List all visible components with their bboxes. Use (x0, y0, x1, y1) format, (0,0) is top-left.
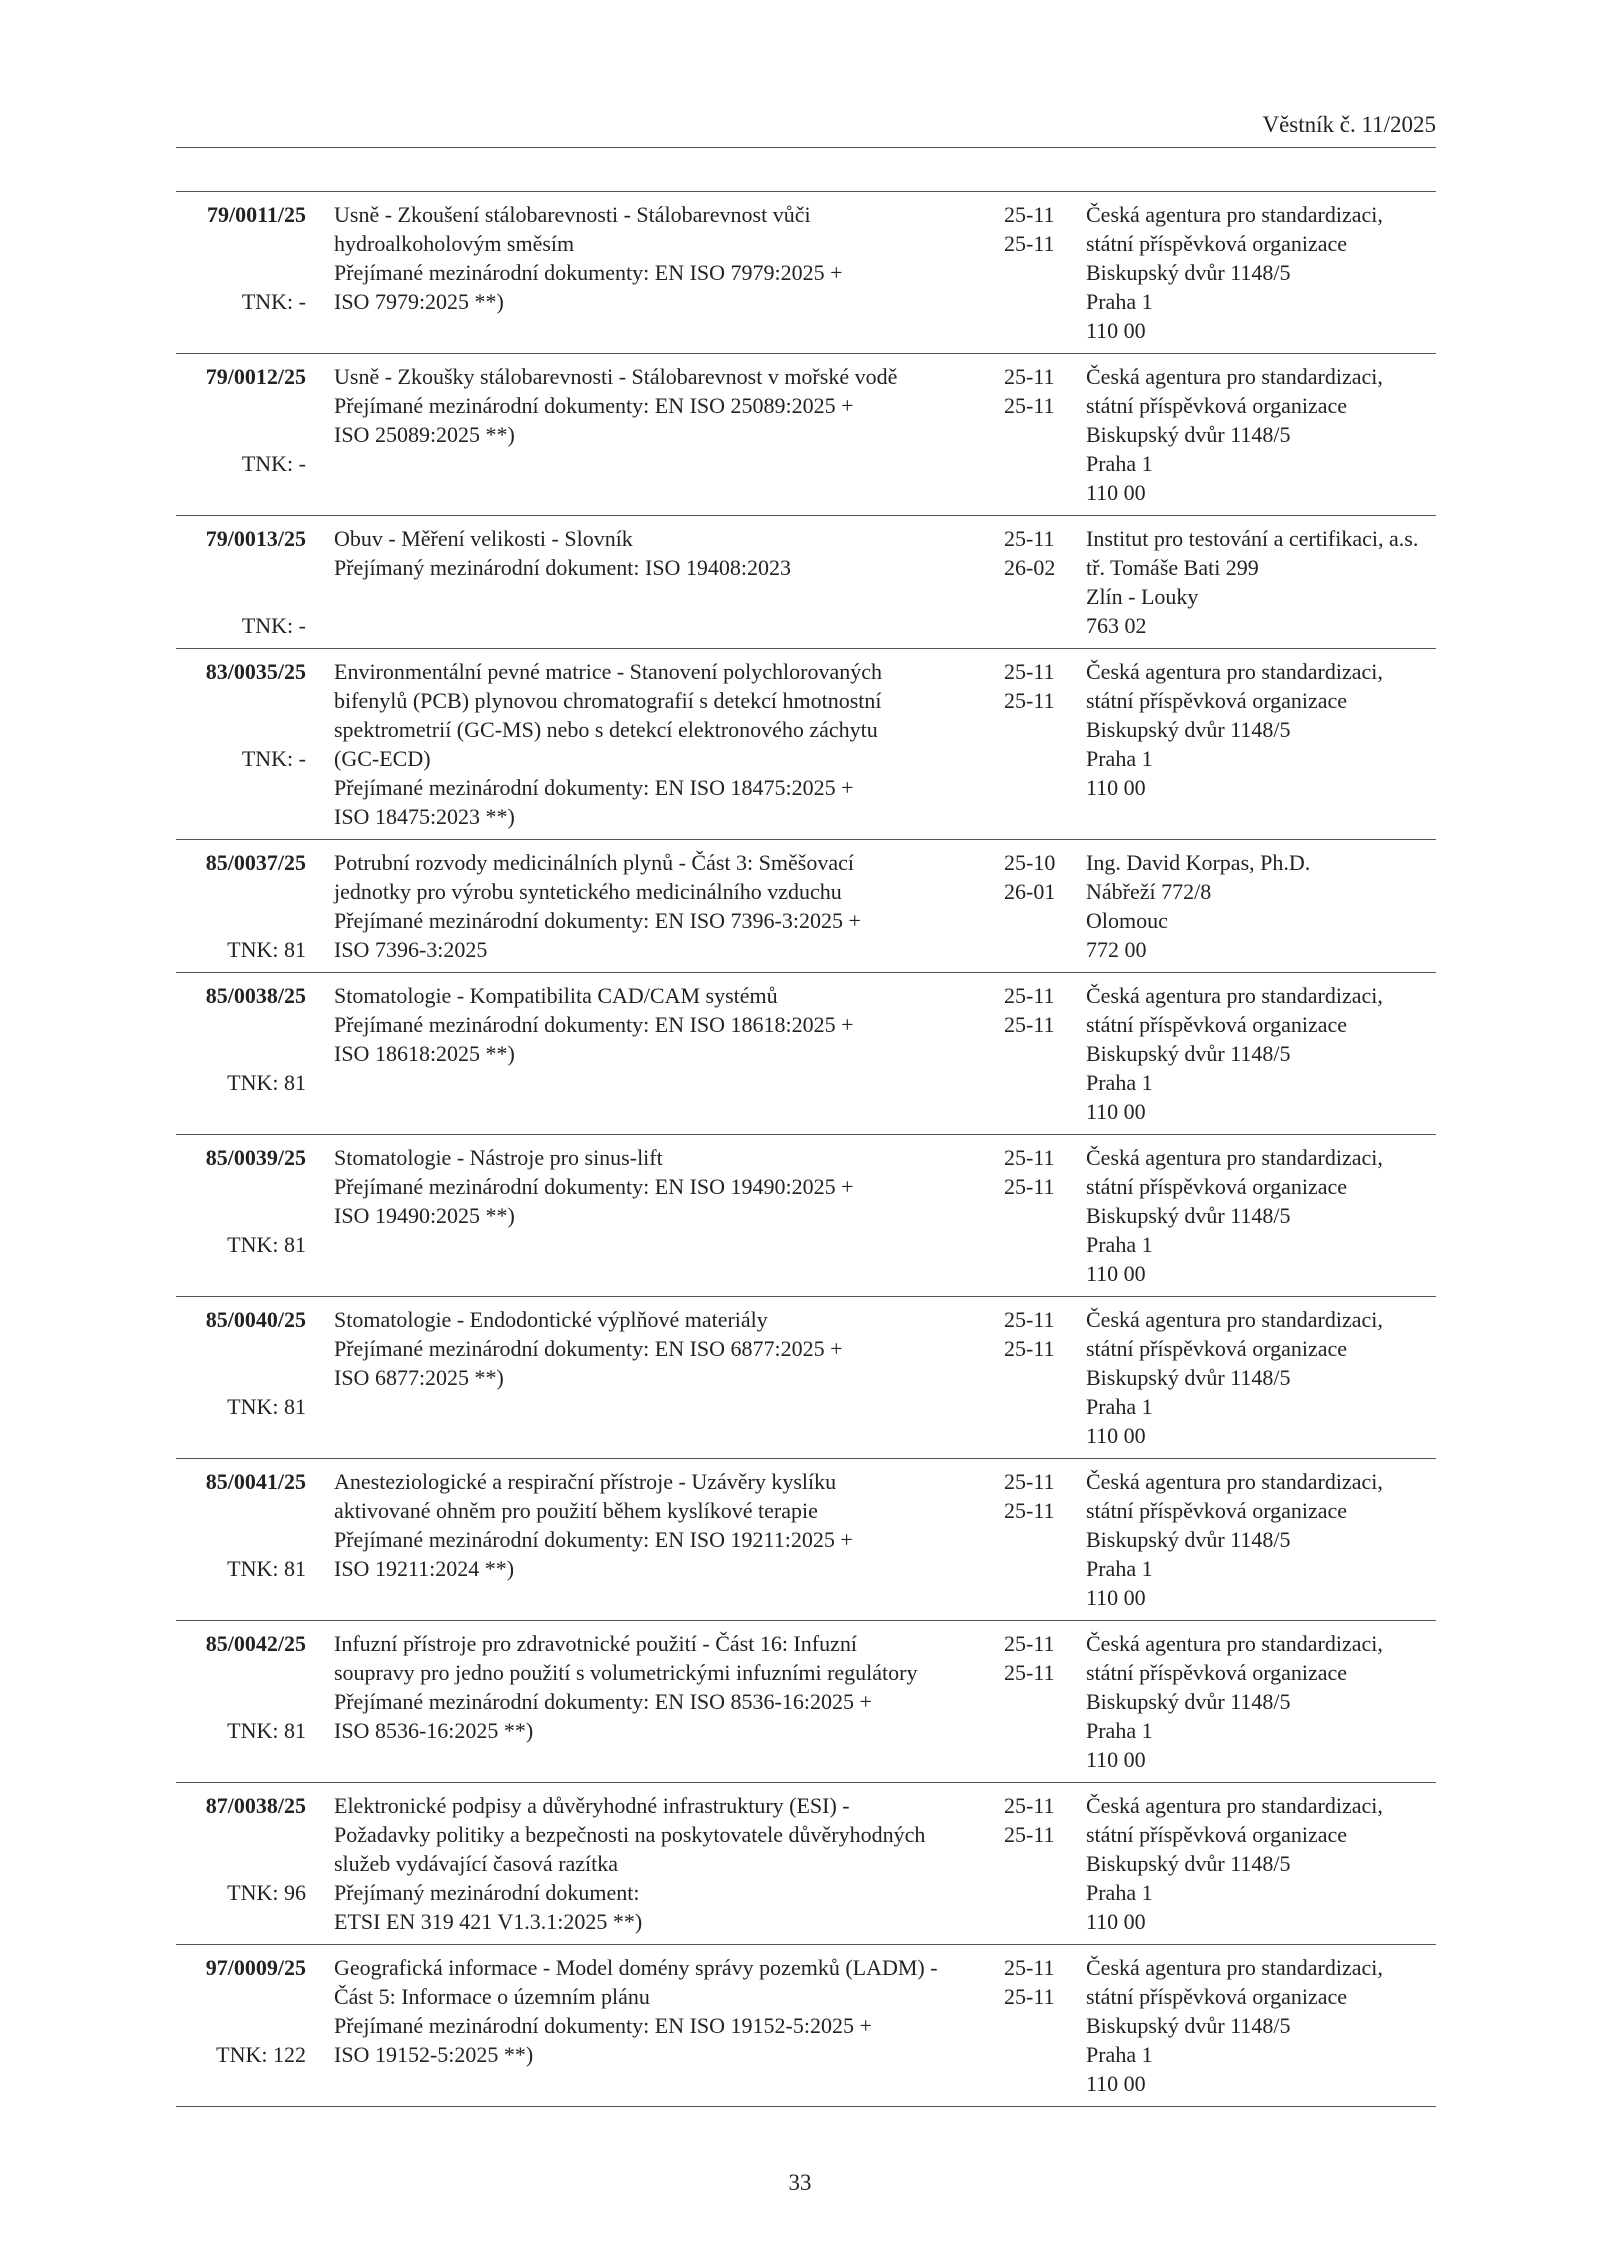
address-line: Praha 1 (1086, 1880, 1153, 1905)
dates-cell (1004, 657, 1086, 831)
description-line: Přejímané mezinárodní dokumenty: EN ISO 7979:2025 + (334, 260, 843, 285)
tnk-label: TNK: 81 (227, 937, 306, 962)
row-id-cell (176, 1629, 306, 1774)
date-line: 25-11 (1004, 1012, 1055, 1037)
address-line: Nábřeží 772/8 (1086, 879, 1212, 904)
address-line: Praha 1 (1086, 746, 1153, 771)
address-cell (1086, 981, 1436, 1126)
address-line: 110 00 (1086, 1099, 1146, 1124)
tnk-label: TNK: 96 (227, 1880, 306, 1905)
address-line: Praha 1 (1086, 1394, 1153, 1419)
dates-cell (1004, 981, 1086, 1126)
description-line: ISO 6877:2025 **) (334, 1365, 504, 1390)
description-line: Elektronické podpisy a důvěryhodné infrastruktury (ESI) - (334, 1793, 850, 1818)
date-line: 25-11 (1004, 1793, 1055, 1818)
address-cell (1086, 1467, 1436, 1612)
description-line: ISO 19490:2025 **) (334, 1203, 515, 1228)
address-line: státní příspěvková organizace (1086, 1336, 1348, 1361)
address-line: tř. Tomáše Bati 299 (1086, 555, 1259, 580)
date-line: 25-10 (1004, 850, 1056, 875)
tnk-label: TNK: 81 (227, 1556, 306, 1581)
address-line: Česká agentura pro standardizaci, (1086, 202, 1383, 227)
address-line: Česká agentura pro standardizaci, (1086, 1145, 1383, 1170)
address-line: státní příspěvková organizace (1086, 1660, 1348, 1685)
description-line: Anesteziologické a respirační přístroje - Uzávěry kyslíku (334, 1469, 837, 1494)
tnk-label: TNK: - (241, 289, 306, 314)
address-line: Biskupský dvůr 1148/5 (1086, 717, 1291, 742)
header-rule (176, 147, 1436, 148)
description-cell (334, 1629, 1004, 1774)
address-line: státní příspěvková organizace (1086, 1012, 1348, 1037)
description-line: Usně - Zkoušky stálobarevnosti - Stálobarevnost v mořské vodě (334, 364, 898, 389)
description-line: Stomatologie - Kompatibilita CAD/CAM systémů (334, 983, 778, 1008)
address-cell (1086, 1629, 1436, 1774)
description-line: ISO 19211:2024 **) (334, 1556, 515, 1581)
page-number: 33 (788, 2170, 812, 2195)
description-line: Přejímaný mezinárodní dokument: ISO 19408:2023 (334, 555, 792, 580)
date-line: 25-11 (1004, 231, 1055, 256)
address-line: státní příspěvková organizace (1086, 688, 1348, 713)
tnk-label: TNK: 81 (227, 1718, 306, 1743)
address-line: státní příspěvková organizace (1086, 393, 1348, 418)
description-line: ISO 18475:2023 **) (334, 804, 515, 829)
date-line: 25-11 (1004, 1955, 1055, 1980)
row-id-cell (176, 524, 306, 640)
table-row (176, 1621, 1436, 1783)
description-cell (334, 1143, 1004, 1288)
date-line: 25-11 (1004, 526, 1055, 551)
address-line: Česká agentura pro standardizaci, (1086, 1793, 1383, 1818)
description-line: ISO 7396-3:2025 (334, 937, 488, 962)
description-line: spektrometrií (GC-MS) nebo s detekcí elektronového záchytu (334, 717, 878, 742)
address-line: 110 00 (1086, 1909, 1146, 1934)
date-line: 25-11 (1004, 1984, 1055, 2009)
description-cell (334, 657, 1004, 831)
description-line: ISO 7979:2025 **) (334, 289, 504, 314)
description-line: Potrubní rozvody medicinálních plynů - Část 3: Směšovací (334, 850, 854, 875)
description-line: ETSI EN 319 421 V1.3.1:2025 **) (334, 1909, 643, 1934)
address-cell (1086, 524, 1436, 640)
address-line: 110 00 (1086, 2071, 1146, 2096)
description-line: Geografická informace - Model domény správy pozemků (LADM) - (334, 1955, 938, 1980)
description-line: služeb vydávající časová razítka (334, 1851, 619, 1876)
address-line: Praha 1 (1086, 289, 1153, 314)
description-line: Infuzní přístroje pro zdravotnické použití - Část 16: Infuzní (334, 1631, 857, 1656)
address-line: Biskupský dvůr 1148/5 (1086, 1851, 1291, 1876)
address-cell (1086, 362, 1436, 507)
date-line: 26-02 (1004, 555, 1056, 580)
address-line: státní příspěvková organizace (1086, 1822, 1348, 1847)
address-line: Institut pro testování a certifikaci, a.s. (1086, 526, 1419, 551)
standard-number: 83/0035/25 (205, 659, 306, 684)
description-cell (334, 362, 1004, 507)
address-line: Biskupský dvůr 1148/5 (1086, 260, 1291, 285)
dates-cell (1004, 1305, 1086, 1450)
description-line: Přejímané mezinárodní dokumenty: EN ISO 18475:2025 + (334, 775, 854, 800)
date-line: 25-11 (1004, 1469, 1055, 1494)
description-line: Část 5: Informace o územním plánu (334, 1984, 650, 2009)
address-line: 110 00 (1086, 318, 1146, 343)
address-line: 772 00 (1086, 937, 1147, 962)
description-line: Stomatologie - Endodontické výplňové materiály (334, 1307, 768, 1332)
address-line: Česká agentura pro standardizaci, (1086, 1955, 1383, 1980)
description-cell (334, 524, 1004, 640)
tnk-label: TNK: 81 (227, 1232, 306, 1257)
address-line: 110 00 (1086, 1261, 1146, 1286)
standard-number: 85/0037/25 (205, 850, 306, 875)
standard-number: 79/0013/25 (205, 526, 306, 551)
address-line: Praha 1 (1086, 2042, 1153, 2067)
row-id-cell (176, 1791, 306, 1936)
address-line: Praha 1 (1086, 1232, 1153, 1257)
address-cell (1086, 1305, 1436, 1450)
address-line: státní příspěvková organizace (1086, 1498, 1348, 1523)
table-row (176, 1945, 1436, 2107)
description-line: Environmentální pevné matrice - Stanovení polychlorovaných (334, 659, 883, 684)
description-line: Přejímané mezinárodní dokumenty: EN ISO 6877:2025 + (334, 1336, 843, 1361)
address-cell (1086, 657, 1436, 831)
row-id-cell (176, 657, 306, 831)
row-id-cell (176, 362, 306, 507)
tnk-label: TNK: - (241, 613, 306, 638)
address-line: státní příspěvková organizace (1086, 231, 1348, 256)
description-line: ISO 19152-5:2025 **) (334, 2042, 534, 2067)
address-line: státní příspěvková organizace (1086, 1984, 1348, 2009)
address-line: 110 00 (1086, 480, 1146, 505)
description-line: Přejímané mezinárodní dokumenty: EN ISO 7396-3:2025 + (334, 908, 861, 933)
address-line: Česká agentura pro standardizaci, (1086, 659, 1383, 684)
description-line: ISO 25089:2025 **) (334, 422, 515, 447)
description-line: Obuv - Měření velikosti - Slovník (334, 526, 633, 551)
dates-cell (1004, 362, 1086, 507)
tnk-label: TNK: 81 (227, 1070, 306, 1095)
dates-cell (1004, 848, 1086, 964)
address-line: Praha 1 (1086, 1718, 1153, 1743)
address-line: Praha 1 (1086, 1070, 1153, 1095)
date-line: 25-11 (1004, 1822, 1055, 1847)
date-line: 25-11 (1004, 659, 1055, 684)
description-line: ISO 8536-16:2025 **) (334, 1718, 534, 1743)
description-line: aktivované ohněm pro použití během kyslíkové terapie (334, 1498, 818, 1523)
address-line: Olomouc (1086, 908, 1168, 933)
standard-number: 79/0011/25 (206, 202, 306, 227)
date-line: 25-11 (1004, 1498, 1055, 1523)
date-line: 25-11 (1004, 364, 1055, 389)
table-row (176, 1297, 1436, 1459)
address-cell (1086, 1143, 1436, 1288)
table-row (176, 516, 1436, 649)
tnk-label: TNK: - (241, 746, 306, 771)
tnk-label: TNK: 81 (227, 1394, 306, 1419)
address-cell (1086, 1791, 1436, 1936)
row-id-cell (176, 1953, 306, 2098)
address-line: 110 00 (1086, 775, 1146, 800)
address-line: Biskupský dvůr 1148/5 (1086, 1203, 1291, 1228)
description-cell (334, 1467, 1004, 1612)
address-line: Biskupský dvůr 1148/5 (1086, 1041, 1291, 1066)
description-line: hydroalkoholovým směsím (334, 231, 575, 256)
description-line: Přejímané mezinárodní dokumenty: EN ISO 8536-16:2025 + (334, 1689, 872, 1714)
date-line: 25-11 (1004, 1174, 1055, 1199)
address-line: 763 02 (1086, 613, 1147, 638)
date-line: 25-11 (1004, 202, 1055, 227)
description-line: (GC-ECD) (334, 746, 431, 771)
table-row (176, 649, 1436, 840)
standard-number: 85/0040/25 (205, 1307, 306, 1332)
table-row (176, 1135, 1436, 1297)
dates-cell (1004, 200, 1086, 345)
row-id-cell (176, 200, 306, 345)
standard-number: 85/0041/25 (205, 1469, 306, 1494)
dates-cell (1004, 1629, 1086, 1774)
table-row (176, 840, 1436, 973)
date-line: 25-11 (1004, 1307, 1055, 1332)
address-line: Biskupský dvůr 1148/5 (1086, 422, 1291, 447)
table-row (176, 973, 1436, 1135)
address-cell (1086, 200, 1436, 345)
address-line: Praha 1 (1086, 451, 1153, 476)
table-row (176, 354, 1436, 516)
address-line: 110 00 (1086, 1747, 1146, 1772)
description-line: bifenylů (PCB) plynovou chromatografií s detekcí hmotnostní (334, 688, 882, 713)
address-line: Biskupský dvůr 1148/5 (1086, 1365, 1291, 1390)
description-cell (334, 1305, 1004, 1450)
address-line: Zlín - Louky (1086, 584, 1199, 609)
address-cell (1086, 1953, 1436, 2098)
dates-cell (1004, 524, 1086, 640)
standards-table (176, 191, 1436, 2107)
table-row (176, 192, 1436, 354)
row-id-cell (176, 1305, 306, 1450)
description-line: Přejímané mezinárodní dokumenty: EN ISO 25089:2025 + (334, 393, 854, 418)
address-line: Biskupský dvůr 1148/5 (1086, 1527, 1291, 1552)
description-cell (334, 1791, 1004, 1936)
description-line: Stomatologie - Nástroje pro sinus-lift (334, 1145, 663, 1170)
description-line: Přejímané mezinárodní dokumenty: EN ISO 19490:2025 + (334, 1174, 854, 1199)
standard-number: 97/0009/25 (205, 1955, 306, 1980)
standard-number: 87/0038/25 (205, 1793, 306, 1818)
description-line: soupravy pro jedno použití s volumetrickými infuzními regulátory (334, 1660, 918, 1685)
dates-cell (1004, 1791, 1086, 1936)
date-line: 25-11 (1004, 983, 1055, 1008)
address-line: Ing. David Korpas, Ph.D. (1086, 850, 1311, 875)
description-line: jednotky pro výrobu syntetického medicinálního vzduchu (334, 879, 842, 904)
date-line: 25-11 (1004, 1336, 1055, 1361)
date-line: 25-11 (1004, 1145, 1055, 1170)
description-cell (334, 1953, 1004, 2098)
address-line: Biskupský dvůr 1148/5 (1086, 1689, 1291, 1714)
table-row (176, 1459, 1436, 1621)
description-cell (334, 981, 1004, 1126)
address-line: státní příspěvková organizace (1086, 1174, 1348, 1199)
description-line: ISO 18618:2025 **) (334, 1041, 515, 1066)
date-line: 25-11 (1004, 688, 1055, 713)
date-line: 26-01 (1004, 879, 1056, 904)
standard-number: 85/0042/25 (205, 1631, 306, 1656)
address-line: Česká agentura pro standardizaci, (1086, 1631, 1383, 1656)
address-line: Česká agentura pro standardizaci, (1086, 1307, 1383, 1332)
description-line: Přejímané mezinárodní dokumenty: EN ISO 19152-5:2025 + (334, 2013, 872, 2038)
description-cell (334, 848, 1004, 964)
description-line: Usně - Zkoušení stálobarevnosti - Stálobarevnost vůči (334, 202, 811, 227)
table-row (176, 1783, 1436, 1945)
standard-number: 85/0038/25 (205, 983, 306, 1008)
dates-cell (1004, 1143, 1086, 1288)
standard-number: 79/0012/25 (205, 364, 306, 389)
description-line: Přejímané mezinárodní dokumenty: EN ISO 19211:2025 + (334, 1527, 853, 1552)
address-line: Česká agentura pro standardizaci, (1086, 364, 1383, 389)
address-line: Biskupský dvůr 1148/5 (1086, 2013, 1291, 2038)
description-line: Požadavky politiky a bezpečnosti na poskytovatele důvěryhodných (334, 1822, 926, 1847)
row-id-cell (176, 981, 306, 1126)
row-id-cell (176, 1143, 306, 1288)
description-cell (334, 200, 1004, 345)
address-line: 110 00 (1086, 1585, 1146, 1610)
tnk-label: TNK: - (241, 451, 306, 476)
address-line: Česká agentura pro standardizaci, (1086, 1469, 1383, 1494)
date-line: 25-11 (1004, 1660, 1055, 1685)
dates-cell (1004, 1953, 1086, 2098)
tnk-label: TNK: 122 (216, 2042, 306, 2067)
description-line: Přejímaný mezinárodní dokument: (334, 1880, 640, 1905)
date-line: 25-11 (1004, 1631, 1055, 1656)
journal-header: Věstník č. 11/2025 (1262, 112, 1436, 137)
dates-cell (1004, 1467, 1086, 1612)
address-cell (1086, 848, 1436, 964)
address-line: 110 00 (1086, 1423, 1146, 1448)
standard-number: 85/0039/25 (205, 1145, 306, 1170)
address-line: Praha 1 (1086, 1556, 1153, 1581)
address-line: Česká agentura pro standardizaci, (1086, 983, 1383, 1008)
row-id-cell (176, 1467, 306, 1612)
row-id-cell (176, 848, 306, 964)
description-line: Přejímané mezinárodní dokumenty: EN ISO 18618:2025 + (334, 1012, 854, 1037)
date-line: 25-11 (1004, 393, 1055, 418)
